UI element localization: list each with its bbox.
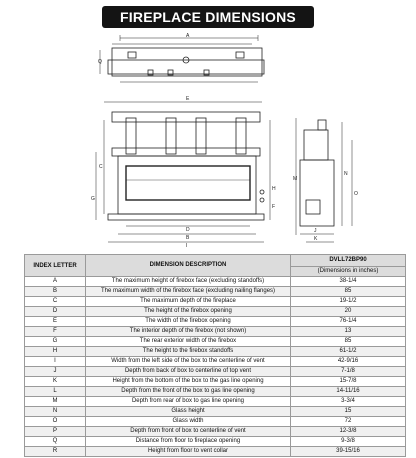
row-description: Depth from front of box to centerline of vent [86,427,291,437]
table-row [25,297,406,307]
label-side-k: K [314,236,318,242]
row-value: 85 [291,287,406,297]
row-description: The maximum height of firebox face (excluding standoffs) [86,277,291,287]
label-front-f: F [272,204,276,210]
table-row [25,407,406,417]
dimension-table [24,254,406,457]
row-value: 13 [291,327,406,337]
row-value: 19-1/2 [291,297,406,307]
row-letter: N [25,407,86,417]
row-value: 42-9/16 [291,357,406,367]
label-side-n: N [344,171,348,177]
row-description: Height from the bottom of the box to the gas line opening [86,377,291,387]
row-description: Glass width [86,417,291,427]
header-model: DVLL72BP90 [291,255,406,267]
row-letter: J [25,367,86,377]
row-letter: I [25,357,86,367]
label-front-d: D [186,227,190,233]
row-value: 9-3/8 [291,437,406,447]
table-row [25,397,406,407]
row-description: Depth from the front of the box to gas line opening [86,387,291,397]
label-side-j: J [314,228,317,234]
table-row [25,367,406,377]
dimension-drawing-svg [0,30,416,252]
row-letter: A [25,277,86,287]
row-description: The width of the firebox opening [86,317,291,327]
row-description: Width from the left side of the box to the centerline of vent [86,357,291,367]
row-letter: M [25,397,86,407]
label-front-h: H [272,186,276,192]
row-description: The interior depth of the firebox (not shown) [86,327,291,337]
row-value: 39-15/16 [291,447,406,457]
row-description: The rear exterior width of the firebox [86,337,291,347]
row-letter: K [25,377,86,387]
row-letter: C [25,297,86,307]
row-value: 20 [291,307,406,317]
label-side-m: M [293,176,298,182]
row-description: The maximum width of the firebox face (excluding nailing flanges) [86,287,291,297]
table-row [25,347,406,357]
dimension-drawing [0,30,416,252]
page-title-banner [102,6,314,28]
row-value: 15 [291,407,406,417]
side-view [296,118,352,242]
row-letter: B [25,287,86,297]
header-dimension-description: DIMENSION DESCRIPTION [86,255,291,277]
row-value: 15-7/8 [291,377,406,387]
table-row [25,327,406,337]
row-value: 85 [291,337,406,347]
header-units: (Dimensions in inches) [291,267,406,277]
label-side-o: O [354,191,358,197]
top-view [100,35,264,82]
row-letter: R [25,447,86,457]
label-front-b: B [186,235,190,241]
row-description: Depth from back of box to centerline of top vent [86,367,291,377]
row-letter: D [25,307,86,317]
label-front-i: I [186,243,188,249]
table-row [25,427,406,437]
row-letter: F [25,327,86,337]
row-letter: P [25,427,86,437]
label-front-e: E [186,96,190,102]
row-description: Height from floor to vent collar [86,447,291,457]
table-row [25,307,406,317]
row-description: Depth from rear of box to gas line opening [86,397,291,407]
row-value: 76-1/4 [291,317,406,327]
table-row [25,337,406,347]
header-index-letter: INDEX LETTER [25,255,86,277]
table-row [25,377,406,387]
table-row [25,447,406,457]
row-value: 12-3/8 [291,427,406,437]
table-row [25,417,406,427]
label-front-g: G [91,196,95,202]
table-row [25,387,406,397]
table-row [25,357,406,367]
label-top-a: A [186,33,190,39]
row-value: 38-1/4 [291,277,406,287]
table-row [25,437,406,447]
front-view [96,102,270,242]
table-row [25,317,406,327]
row-description: Glass height [86,407,291,417]
row-letter: H [25,347,86,357]
page-title: FIREPLACE DIMENSIONS [120,9,296,25]
row-value: 3-3/4 [291,397,406,407]
label-front-c: C [99,164,103,170]
row-letter: L [25,387,86,397]
row-description: The height of the firebox opening [86,307,291,317]
row-letter: Q [25,437,86,447]
label-top-q: Q [98,59,102,65]
row-letter: O [25,417,86,427]
row-description: Distance from floor to fireplace opening [86,437,291,447]
row-letter: G [25,337,86,347]
row-value: 61-1/2 [291,347,406,357]
row-value: 7-1/8 [291,367,406,377]
row-value: 72 [291,417,406,427]
table-row [25,287,406,297]
dimension-table-body [25,277,406,457]
row-description: The height to the firebox standoffs [86,347,291,357]
table-row [25,277,406,287]
row-letter: E [25,317,86,327]
row-value: 14-11/16 [291,387,406,397]
row-description: The maximum depth of the fireplace [86,297,291,307]
